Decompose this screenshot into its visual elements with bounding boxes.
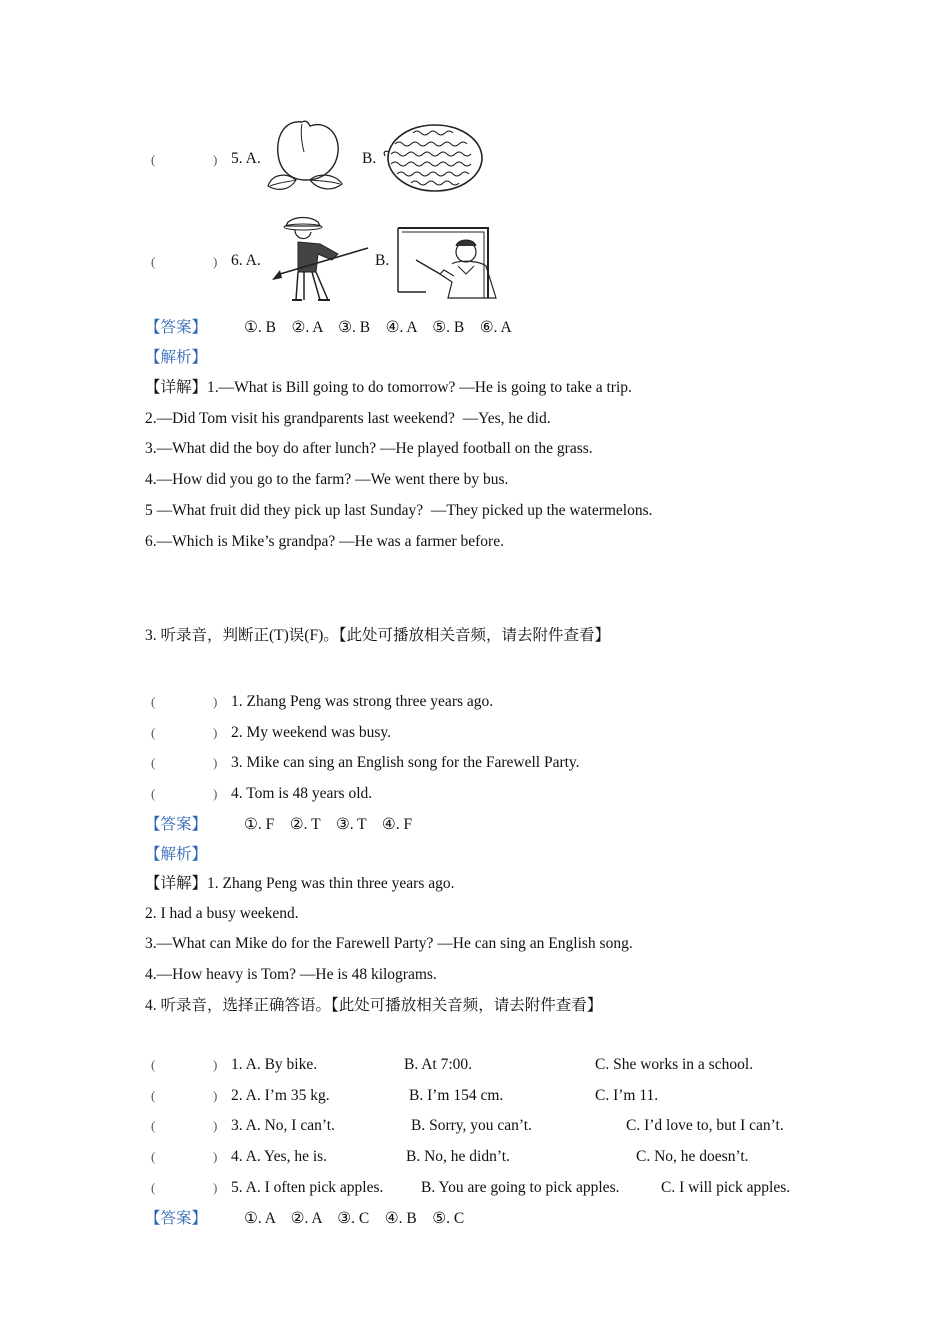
answer-label: 【答案】 bbox=[145, 319, 208, 336]
paren-open: ( bbox=[151, 1088, 156, 1103]
q4-option-b: B. Sorry, you can’t. bbox=[411, 1117, 532, 1134]
paren-close: ) bbox=[213, 694, 218, 709]
q4-option-b: B. At 7:00. bbox=[404, 1056, 473, 1073]
detail-line: 3.—What can Mike do for the Farewell Party? —He can sing an English song. bbox=[145, 935, 633, 952]
detail-line: 【详解】1. Zhang Peng was thin three years ago. bbox=[145, 875, 455, 892]
q3-item: 2. My weekend was busy. bbox=[231, 724, 391, 741]
q4-option-c: C. No, he doesn’t. bbox=[636, 1148, 749, 1165]
paren-close: ) bbox=[213, 1149, 218, 1164]
q2-item-6-label: 6. A. bbox=[231, 252, 261, 269]
paren-open: ( bbox=[151, 1057, 156, 1072]
detail-line: 2.—Did Tom visit his grandparents last weekend? —Yes, he did. bbox=[145, 410, 551, 427]
detail-line: 3.—What did the boy do after lunch? —He played football on the grass. bbox=[145, 440, 593, 457]
paren-close: ) bbox=[213, 1057, 218, 1072]
answer-label: 【答案】 bbox=[145, 816, 208, 833]
answer-text: ①. F ②. T ③. T ④. F bbox=[244, 816, 413, 833]
q4-option-b: B. You are going to pick apples. bbox=[421, 1179, 620, 1196]
detail-line: 2. I had a busy weekend. bbox=[145, 905, 299, 922]
q4-option-b: B. I’m 154 cm. bbox=[409, 1087, 504, 1104]
q4-option-a: 4. A. Yes, he is. bbox=[231, 1148, 328, 1165]
q4-option-c: C. I will pick apples. bbox=[661, 1179, 791, 1196]
paren-open: ( bbox=[151, 725, 156, 740]
paren-open: ( bbox=[151, 786, 156, 801]
q4-option-c: C. I’d love to, but I can’t. bbox=[626, 1117, 784, 1134]
question-3-heading: 3. 听录音，判断正(T)误(F)。【此处可播放相关音频，请去附件查看】 bbox=[145, 627, 610, 644]
answer-label: 【答案】 bbox=[145, 1210, 208, 1227]
paren-open: ( bbox=[151, 694, 156, 709]
q3-item: 4. Tom is 48 years old. bbox=[231, 785, 373, 802]
q4-option-a: 3. A. No, I can’t. bbox=[231, 1117, 335, 1134]
detail-line: 【详解】1.—What is Bill going to do tomorrow? —He is going to take a trip. bbox=[145, 379, 632, 396]
paren-close: ) bbox=[213, 1180, 218, 1195]
paren-open: ( bbox=[151, 1180, 156, 1195]
answer-text: ①. A ②. A ③. C ④. B ⑤. C bbox=[244, 1210, 465, 1227]
paren-close: ) bbox=[213, 725, 218, 740]
q2-item-5-label: 5. A. bbox=[231, 150, 261, 167]
q4-option-c: C. I’m 11. bbox=[595, 1087, 659, 1104]
detail-line: 5 —What fruit did they pick up last Sunday? —They picked up the watermelons. bbox=[145, 502, 653, 519]
teacher-image bbox=[396, 226, 502, 302]
paren-close: ) bbox=[213, 1118, 218, 1133]
watermelon-image bbox=[381, 122, 485, 194]
q4-option-a: 2. A. I’m 35 kg. bbox=[231, 1087, 330, 1104]
q4-option-a: 1. A. By bike. bbox=[231, 1056, 318, 1073]
detail-line: 6.—Which is Mike’s grandpa? —He was a farmer before. bbox=[145, 533, 504, 550]
paren-open: ( bbox=[151, 152, 156, 167]
answer-text: ①. B ②. A ③. B ④. A ⑤. B ⑥. A bbox=[244, 319, 512, 336]
question-4-heading: 4. 听录音，选择正确答语。【此处可播放相关音频，请去附件查看】 bbox=[145, 997, 603, 1014]
q2-item-6-b: B. bbox=[375, 252, 390, 269]
paren-close: ) bbox=[213, 1088, 218, 1103]
paren-close: ) bbox=[213, 755, 218, 770]
paren-open: ( bbox=[151, 755, 156, 770]
farmer-image bbox=[268, 214, 372, 304]
q4-option-c: C. She works in a school. bbox=[595, 1056, 754, 1073]
q4-option-a: 5. A. I often pick apples. bbox=[231, 1179, 384, 1196]
paren-open: ( bbox=[151, 254, 156, 269]
q4-option-b: B. No, he didn’t. bbox=[406, 1148, 510, 1165]
paren-open: ( bbox=[151, 1149, 156, 1164]
paren-close: ) bbox=[213, 786, 218, 801]
q2-item-5-b: B. bbox=[362, 150, 377, 167]
paren-close: ) bbox=[213, 152, 218, 167]
q3-item: 1. Zhang Peng was strong three years ago. bbox=[231, 693, 494, 710]
detail-line: 4.—How did you go to the farm? —We went there by bus. bbox=[145, 471, 509, 488]
peach-image bbox=[266, 114, 348, 198]
paren-close: ) bbox=[213, 254, 218, 269]
analysis-label: 【解析】 bbox=[145, 846, 208, 863]
q3-item: 3. Mike can sing an English song for the Farewell Party. bbox=[231, 754, 580, 771]
paren-open: ( bbox=[151, 1118, 156, 1133]
detail-line: 4.—How heavy is Tom? —He is 48 kilograms. bbox=[145, 966, 437, 983]
analysis-label: 【解析】 bbox=[145, 349, 208, 366]
